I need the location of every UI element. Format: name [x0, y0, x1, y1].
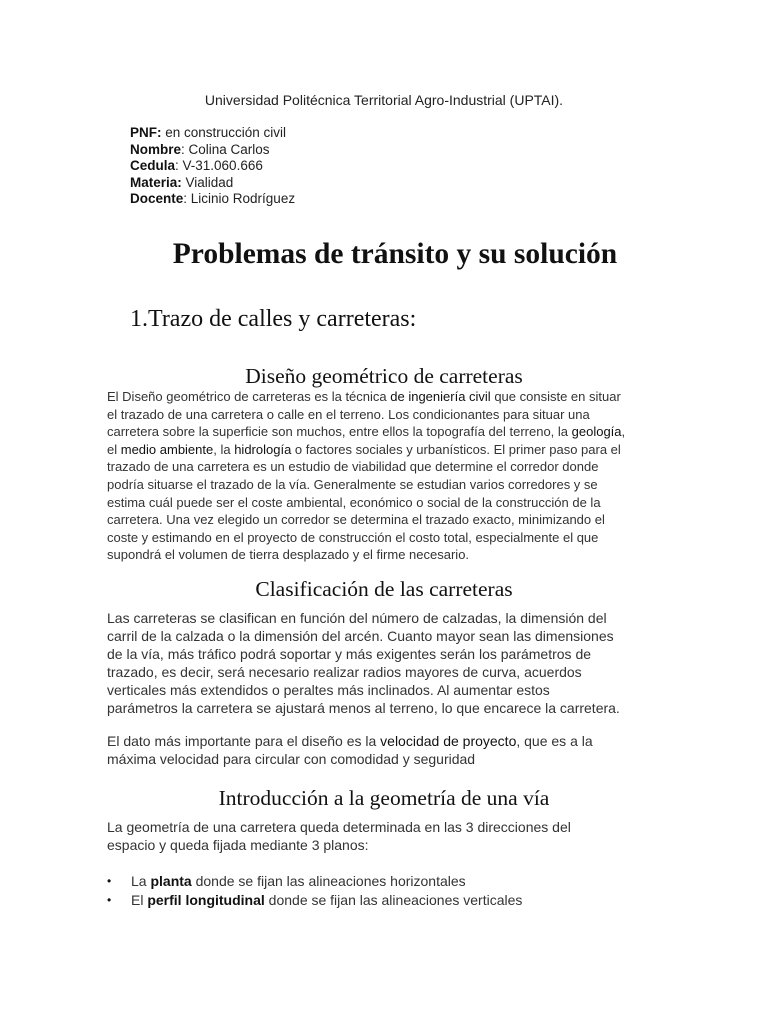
- link-velocidad-de-proyecto[interactable]: velocidad de proyecto: [380, 733, 517, 749]
- text-line: [107, 733, 667, 751]
- heading-introduccion: Introducción a la geometría de una vía: [218, 786, 550, 810]
- text-line: coste y estimando en el proyecto de construcción el costo total, especialmente el que: [107, 529, 599, 545]
- document-title: Problemas de tránsito y su solución: [172, 238, 618, 270]
- text-line: el trazado de una carretera o calle en el terreno. Los condicionantes para situar una: [107, 406, 590, 422]
- bullet-list: [107, 872, 522, 910]
- info-row-docente: [130, 191, 295, 208]
- link-hidrologia[interactable]: hidrología: [234, 441, 292, 457]
- link-medio-ambiente[interactable]: medio ambiente: [120, 441, 214, 457]
- section-heading-trazo: 1.Trazo de calles y carreteras:: [130, 306, 417, 332]
- info-row-cedula: [130, 158, 295, 175]
- text-line: trazado, es decir, será necesario realizar radios mayores de curva, acuerdos: [107, 664, 582, 680]
- text-line: carril de la calzada o la dimensión del arcén. Cuanto mayor sean las dimensiones: [107, 628, 614, 644]
- paragraph-velocidad: [107, 733, 667, 768]
- info-label: PNF:: [130, 125, 162, 140]
- bullet-icon: •: [107, 874, 112, 888]
- text-span: o factores sociales y urbanísticos. El primer paso para el: [291, 441, 621, 457]
- text-span: donde se fijan las alineaciones horizontales: [191, 873, 466, 889]
- info-row-materia: [130, 175, 295, 192]
- list-item: [107, 872, 522, 891]
- bullet-icon: •: [107, 893, 112, 907]
- text-span: El: [131, 892, 148, 908]
- info-value: : Colina Carlos: [181, 141, 270, 157]
- text-line: [107, 388, 667, 406]
- text-span: el: [107, 441, 121, 457]
- text-line: podría situarse el trazado de la vía. Generalmente se estudian varios corredores y se: [107, 476, 598, 492]
- text-line: estima cuál puede ser el coste ambiental, económico o social de la construcción de la: [107, 494, 601, 510]
- text-line: espacio y queda fijada mediante 3 planos:: [107, 836, 369, 853]
- text-line: La geometría de una carretera queda determinada en las 3 direcciones del: [107, 819, 571, 835]
- heading-clasificacion: Clasificación de las carreteras: [255, 577, 513, 601]
- text-line: carretera. Una vez elegido un corredor se determina el trazado exacto, minimizando el: [107, 512, 605, 528]
- text-span: carretera sobre la superficie son muchos, entre ellos la topografía del terreno, la: [107, 424, 572, 440]
- text-line: verticales más extendidos o peraltes más inclinados. Al aumentar estos: [107, 682, 550, 698]
- info-label: Cedula: [130, 158, 176, 173]
- text-line: Las carreteras se clasifican en función del número de calzadas, la dimensión del: [107, 610, 607, 626]
- text-line: máxima velocidad para circular con comodidad y seguridad: [107, 750, 476, 767]
- paragraph-introduccion: [107, 819, 667, 854]
- list-item: [107, 891, 522, 910]
- info-row-pnf: [130, 125, 295, 142]
- link-geologia[interactable]: geología: [571, 424, 622, 440]
- student-info: [130, 125, 295, 208]
- text-line: de la vía, más tráfico podrá soportar y más exigentes serán los parámetros de: [107, 646, 592, 662]
- text-span: La: [131, 873, 151, 889]
- text-line: [107, 441, 667, 459]
- info-row-nombre: [130, 142, 295, 159]
- info-value: : V-31.060.666: [175, 158, 263, 173]
- university-name: Universidad Politécnica Territorial Agro-Industrial (UPTAI).: [204, 92, 564, 108]
- text-line: supondrá el volumen de tierra desplazado y el firme necesario.: [107, 547, 470, 563]
- text-span: donde se fijan las alineaciones verticales: [264, 892, 523, 908]
- info-value: en construcción civil: [161, 125, 287, 140]
- link-ingenieria-civil[interactable]: de ingeniería civil: [390, 389, 491, 404]
- text-span: ,: [621, 424, 626, 440]
- info-label: Docente: [130, 191, 184, 206]
- info-label: Nombre: [130, 141, 182, 157]
- text-span: que consiste en situar: [490, 389, 621, 404]
- bold-term: perfil longitudinal: [147, 892, 265, 908]
- text-span: El dato más importante para el diseño es la: [107, 733, 381, 749]
- paragraph-clasificacion: [107, 609, 667, 717]
- text-line: trazado de una carretera es un estudio de viabilidad que determine el corredor donde: [107, 459, 599, 475]
- text-span: , la: [213, 441, 235, 457]
- info-value: : Licinio Rodríguez: [183, 191, 296, 206]
- heading-diseno-geometrico: Diseño geométrico de carreteras: [245, 364, 523, 388]
- text-span: El Diseño geométrico de carreteras es la técnica: [107, 389, 391, 404]
- text-line: parámetros la carretera se ajustará menos al terreno, lo que encarece la carretera.: [107, 700, 620, 716]
- bold-term: planta: [150, 873, 192, 889]
- text-line: [107, 423, 667, 441]
- paragraph-diseno: [107, 388, 667, 564]
- info-value: Vialidad: [181, 174, 234, 190]
- info-label: Materia:: [130, 174, 182, 190]
- text-span: , que es a la: [516, 733, 593, 749]
